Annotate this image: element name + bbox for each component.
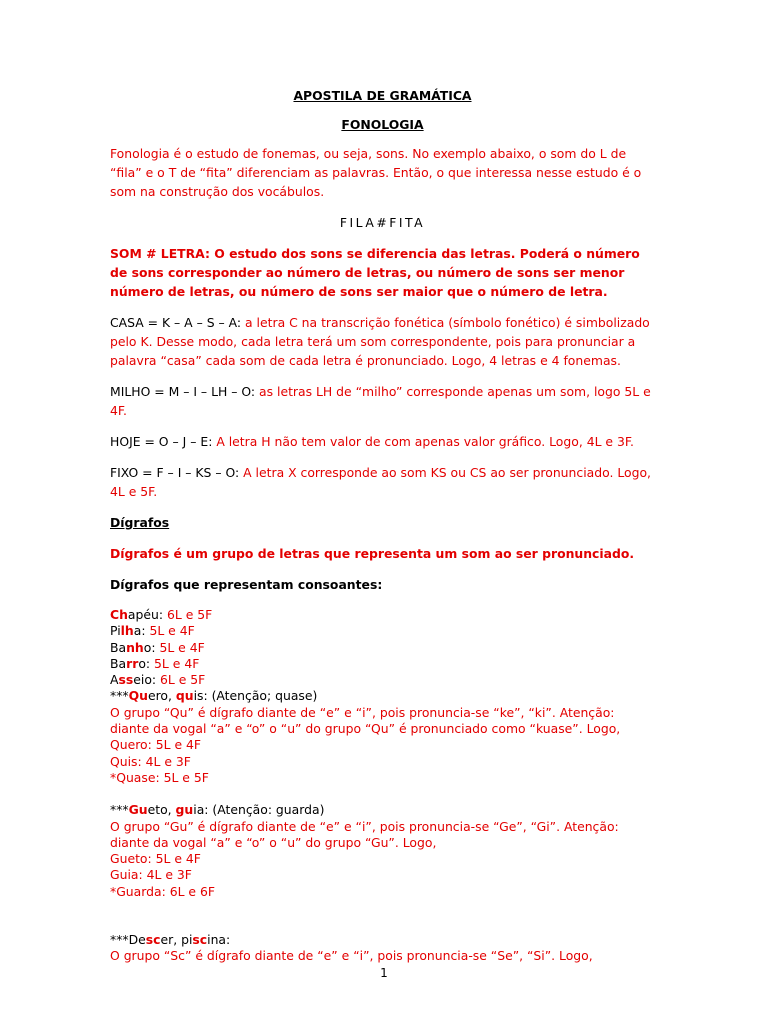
fixo-text: A letra X corresponde ao som KS ou CS ao ser pronunciado. Logo, 4L e 5F. bbox=[110, 465, 651, 499]
document-content bbox=[110, 86, 655, 965]
word-pilha: Pilha: 5L e 4F bbox=[110, 623, 195, 639]
gu-explanation: O grupo “Gu” é dígrafo diante de “e” e “i”, pois pronuncia-se “Ge”, “Gi”. Atenção: diante da vogal “a” e “o” o “u” do grupo “Gu”. Logo, bbox=[110, 818, 619, 850]
sc-group-line: ***Descer, piscina: bbox=[110, 932, 231, 948]
intro-paragraph: Fonologia é o estudo de fonemas, ou seja, sons. No exemplo abaixo, o som do L de “fila” e o T de “fita” diferenciam as palavras. Então, o que interessa nesse estudo é o som na construção dos vocábulos. bbox=[110, 146, 642, 199]
gu-example-2: Guia: 4L e 3F bbox=[110, 867, 192, 883]
qu-group-line: ***Quero, quis: (Atenção; quase) bbox=[110, 688, 318, 704]
som-letra-paragraph: SOM # LETRA: O estudo dos sons se diferencia das letras. Poderá o número de sons corresponder ao número de letras, ou número de sons ser menor número de letras, ou número de sons ser maior que o número de letra. bbox=[110, 246, 640, 299]
word-barro: Barro: 5L e 4F bbox=[110, 655, 200, 671]
page-number: 1 bbox=[380, 966, 388, 980]
qu-explanation: O grupo “Qu” é dígrafo diante de “e” e “i”, pois pronuncia-se “ke”, “ki”. Atenção: diante da vogal “a” e “o” o “u” do grupo “Qu” é pronunciado como “kuase”. Logo, bbox=[110, 704, 621, 737]
word-asseio: Asseio: 6L e 5F bbox=[110, 672, 206, 688]
casa-paragraph bbox=[110, 313, 655, 370]
digrafos-consoantes-heading: Dígrafos que representam consoantes: bbox=[110, 577, 383, 592]
word-banho: Banho: 5L e 4F bbox=[110, 639, 205, 655]
qu-example-2: Quis: 4L e 3F bbox=[110, 753, 191, 769]
digraph-highlight: lh bbox=[120, 623, 134, 639]
milho-label: MILHO = M – I – LH – O: bbox=[110, 384, 260, 399]
sc-explanation: O grupo “Sc” é dígrafo diante de “e” e “i”, pois pronuncia-se “Se”, “Si”. Logo, bbox=[110, 948, 593, 964]
qu-example-3: *Quase: 5L e 5F bbox=[110, 769, 209, 785]
casa-label: CASA = K – A – S – A: bbox=[110, 315, 246, 330]
casa-text: a letra C na transcrição fonética (símbolo fonético) é simbolizado pelo K. Desse modo, cada letra terá um som correspondente, pois para pronunciar a palavra “casa” cada som de cada letra é pronunciado. Logo, 4 letras e 4 fonemas. bbox=[110, 315, 650, 368]
gu-group-line: ***Gueto, guia: (Atenção: guarda) bbox=[110, 802, 325, 818]
digraph-highlight: rr bbox=[126, 655, 139, 671]
digraph-highlight: Ch bbox=[110, 607, 128, 622]
milho-text: as letras LH de “milho” corresponde apenas um som, logo 5L e 4F. bbox=[110, 384, 651, 418]
gu-example-1: Gueto: 5L e 4F bbox=[110, 851, 201, 867]
section-title-fonologia: FONOLOGIA bbox=[341, 117, 424, 132]
hoje-text: A letra H não tem valor de com apenas valor gráfico. Logo, 4L e 3F. bbox=[216, 434, 634, 449]
milho-paragraph bbox=[110, 382, 655, 420]
qu-example-1: Quero: 5L e 4F bbox=[110, 737, 202, 753]
gu-example-3: *Guarda: 6L e 6F bbox=[110, 883, 215, 899]
hoje-paragraph bbox=[110, 432, 655, 451]
word-chapeu: Chapéu: 6L e 5F bbox=[110, 607, 213, 622]
digrafos-definition: Dígrafos é um grupo de letras que representa um som ao ser pronunciado. bbox=[110, 546, 635, 561]
digrafos-heading: Dígrafos bbox=[110, 515, 170, 530]
fixo-label: FIXO = F – I – KS – O: bbox=[110, 465, 244, 480]
fixo-paragraph bbox=[110, 463, 655, 501]
document-title: APOSTILA DE GRAMÁTICA bbox=[293, 88, 472, 103]
digraph-highlight: nh bbox=[126, 639, 144, 655]
fila-fita-example: FILA#FITA bbox=[339, 215, 426, 230]
digrafo-word-list bbox=[110, 607, 655, 965]
digraph-highlight: ss bbox=[118, 672, 134, 688]
hoje-label: HOJE = O – J – E: bbox=[110, 434, 217, 449]
